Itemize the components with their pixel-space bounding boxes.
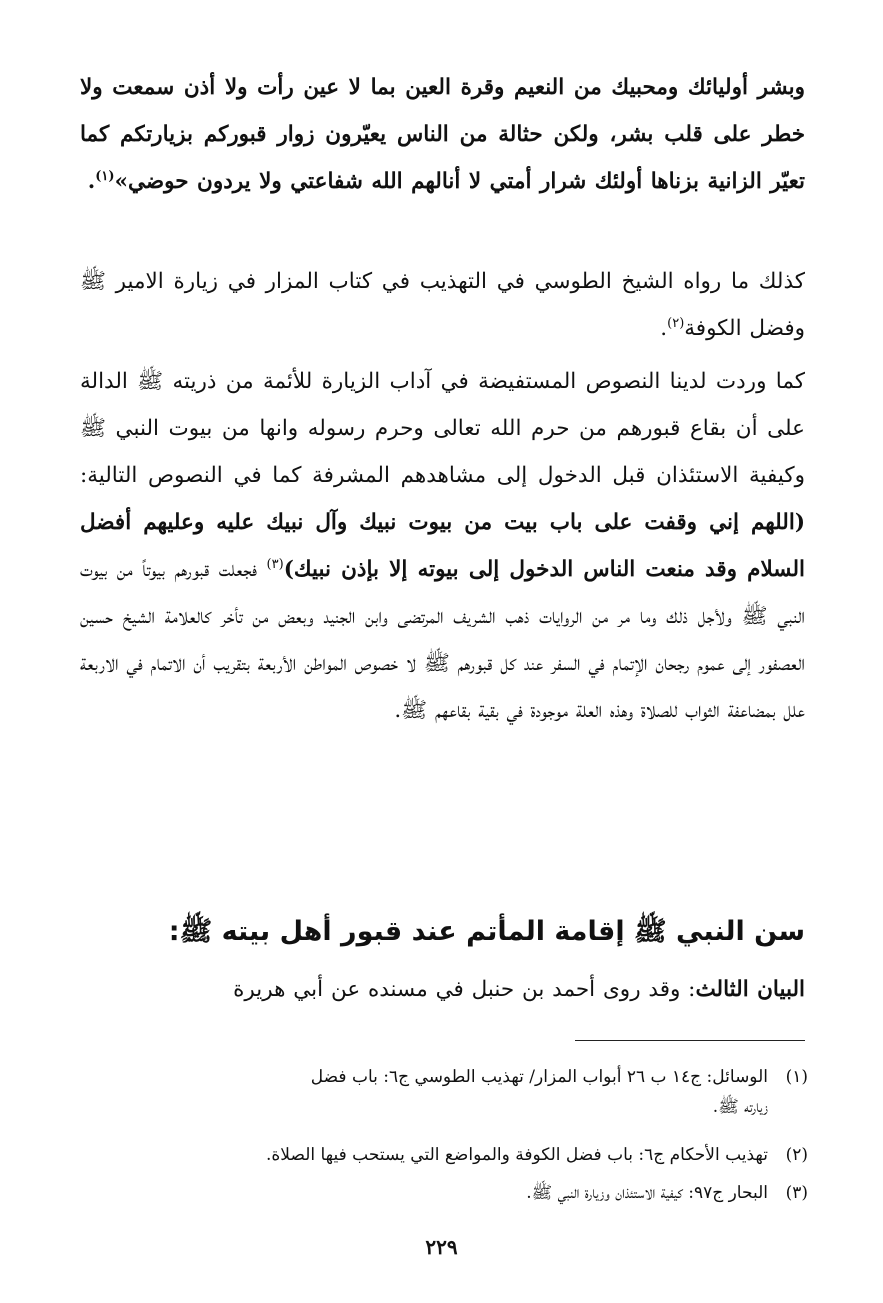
footnote-2-number: (٢) xyxy=(785,1145,808,1165)
ziyara-text-a: كما وردت لدينا النصوص المستفيضة في آداب الزيارة للأئمة من ذريته ﷺ الدالة على أن بقاع قبورهم من حرم الله تعالى وحرم رسوله وانها من بيوت النبي ﷺ وكيفية الاستئذان قبل الدخول إلى مشاهدهم المشرفة كما في النصوص التالية: xyxy=(80,369,805,488)
footnote-3 xyxy=(80,1178,808,1208)
footnote-1-continuation: زيارته ﷺ. xyxy=(712,1097,768,1117)
footnote-ref-3: (٣) xyxy=(266,556,284,572)
footnote-1 xyxy=(80,1062,808,1122)
section-heading: سن النبي ﷺ إقامة المأتم عند قبور أهل بيته ﷺ: xyxy=(168,916,805,947)
footnote-divider xyxy=(575,1040,805,1041)
hadith-paragraph: وبشر أوليائك ومحبيك من النعيم وقرة العين بما لا عين رأت ولا أذن سمعت ولا خطر على قلب بشر، ولكن حثالة من الناس يعيّرون زوار قبوركم بزيارتكم كما تعيّر الزانية بزناها أولئك شرار أمتي لا أنالهم الله شفاعتي ولا يردون حوضي»$^{(١)}$. xyxy=(80,75,805,194)
footnote-ref-2: (٢) xyxy=(667,315,685,331)
footnote-2-text: تهذيب الأحكام ج٦: باب فضل الكوفة والمواضع التي يستحب فيها الصلاة. xyxy=(266,1145,768,1165)
footnote-1-number: (١) xyxy=(785,1067,808,1087)
ziyara-text-b: فجعلت قبورهم بيوتاً من بيوت النبي ﷺ ولأجل ذلك وما مر من الروايات ذهب الشريف المرتضى وابن الجنيد وبعض من تأخر كالعلامة الشيخ حسين العصفور إلى عموم رجحان الإتمام في السفر عند كل قبورهم ﷺ لا خصوص المواطن الأربعة بتقريب أن الاتمام في الاربعة علل بمضاعفة الثواب للصلاة وهذه العلة موجودة في بقية بقاعهم ﷺ. xyxy=(80,557,805,723)
bayan-text: : وقد روى أحمد بن حنبل في مسنده عن أبي هريرة xyxy=(233,977,696,1002)
footnote-ref-1: (١) xyxy=(95,168,115,184)
page-number: ٢٢٩ xyxy=(425,1235,458,1259)
footnote-3-text: البحار ج٩٧: كيفية الاستئذان وزيارة النبي ﷺ. xyxy=(526,1183,768,1203)
ziyara-paragraph xyxy=(80,358,805,734)
footnote-1-text: الوسائل: ج١٤ ب ٢٦ أبواب المزار/ تهذيب الطوسي ج٦: باب فضل xyxy=(310,1067,768,1087)
tusi-text: كذلك ما رواه الشيخ الطوسي في التهذيب في كتاب المزار في زيارة الامير ﷺ وفضل الكوفة xyxy=(80,269,805,341)
footnote-2 xyxy=(80,1140,808,1170)
bayan-label: البيان الثالث xyxy=(695,977,805,1002)
hadith-text: وبشر أوليائك ومحبيك من النعيم وقرة العين بما لا عين رأت ولا أذن سمعت ولا خطر على قلب بشر، ولكن حثالة من الناس يعيّرون زوار قبوركم بزيارتكم كما تعيّر الزانية بزناها أولئك شرار أمتي لا أنالهم الله شفاعتي ولا يردون حوضي» xyxy=(80,75,805,194)
ziyara-quote: (اللهم إني وقفت على باب بيت من بيوت نبيك وآل نبيك عليه وعليهم أفضل السلام وقد منعت الناس الدخول إلى بيوته إلا بإذن نبيك) xyxy=(80,510,805,582)
footnote-3-number: (٣) xyxy=(785,1183,808,1203)
tusi-paragraph: كذلك ما رواه الشيخ الطوسي في التهذيب في كتاب المزار في زيارة الامير ﷺ وفضل الكوفة$^{(٢)}$. xyxy=(80,269,805,341)
bayan-paragraph xyxy=(80,966,805,1013)
